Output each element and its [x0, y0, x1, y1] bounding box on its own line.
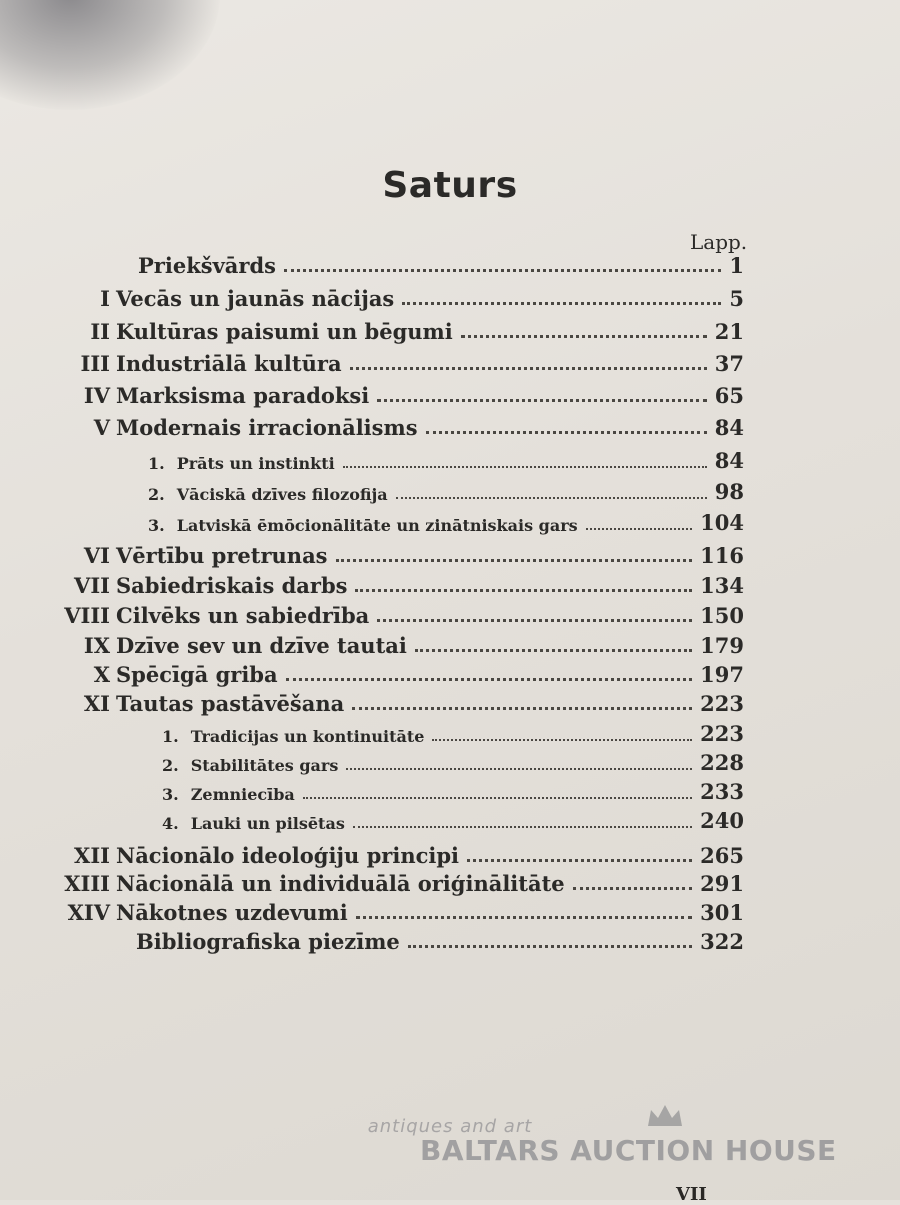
- toc-subentry-label: Tradicijas un kontinuitāte: [190, 727, 425, 746]
- leader-dots: [377, 399, 707, 402]
- toc-entry-number: II: [90, 319, 110, 344]
- toc-entry-label: Nākotnes uzdevumi: [116, 900, 348, 925]
- toc-subentry-number: 2.: [162, 756, 179, 775]
- toc-entry: [0, 281, 744, 311]
- toc-subentry: [162, 774, 744, 804]
- toc-entry: [138, 248, 744, 278]
- toc-entry-label: Nācionālo ideoloģiju principi: [116, 843, 460, 868]
- toc-entry: [0, 378, 744, 408]
- toc-subentry-page: 228: [700, 750, 744, 775]
- toc-entry-number: XI: [83, 691, 110, 716]
- toc-entry-label: Bibliografiska piezīme: [136, 929, 400, 954]
- toc-entry-label: Marksisma paradoksi: [116, 383, 370, 408]
- toc-entry: [136, 924, 744, 954]
- leader-dots: [355, 589, 692, 592]
- leader-dots: [377, 619, 692, 622]
- toc-entry: [0, 838, 744, 868]
- leader-dots: [573, 887, 693, 890]
- toc-entry-page: 150: [700, 603, 744, 628]
- leader-dots: [284, 269, 721, 272]
- toc-entry-label: Dzīve sev un dzīve tautai: [116, 633, 407, 658]
- toc-entry-number: VII: [74, 573, 110, 598]
- toc-entry: [0, 568, 744, 598]
- toc-entry-number: IV: [83, 383, 110, 408]
- leader-dots: [350, 367, 707, 370]
- toc-entry-page: 265: [700, 843, 744, 868]
- toc-entry-page: 291: [700, 871, 744, 896]
- toc-subentry: [162, 716, 744, 746]
- leader-dots: [396, 497, 707, 499]
- toc-entry: [0, 314, 744, 344]
- page-column-label: Lapp.: [690, 230, 748, 254]
- toc-entry-number: XIV: [67, 900, 110, 925]
- toc-entry: [0, 346, 744, 376]
- toc-entry: [0, 628, 744, 658]
- toc-entry-number: III: [80, 351, 110, 376]
- toc-subentry-page: 104: [700, 510, 744, 535]
- toc-subentry-page: 233: [700, 779, 744, 804]
- toc-entry: [0, 598, 744, 628]
- leader-dots: [461, 335, 707, 338]
- leader-dots: [356, 916, 692, 919]
- leader-dots: [352, 707, 692, 710]
- toc-subentry-label: Vāciskā dzīves filozofija: [176, 485, 388, 504]
- toc-entry-label: Industriālā kultūra: [116, 351, 342, 376]
- leader-dots: [586, 528, 693, 530]
- toc-entry-number: VIII: [64, 603, 110, 628]
- toc-entry-number: VI: [83, 543, 110, 568]
- toc-subentry: [148, 443, 744, 473]
- leader-dots: [426, 431, 707, 434]
- toc-subentry-page: 98: [714, 479, 744, 504]
- toc-entry-number: XIII: [64, 871, 110, 896]
- leader-dots: [353, 826, 692, 828]
- toc-entry-label: Priekšvārds: [138, 253, 276, 278]
- toc-entry: [0, 866, 744, 896]
- toc-entry-label: Nācionālā un individuālā oriģinālitāte: [116, 871, 565, 896]
- toc-subentry-page: 84: [714, 448, 744, 473]
- watermark-name: BALTARS AUCTION HOUSE: [420, 1134, 837, 1167]
- toc-entry-label: Vecās un jaunās nācijas: [116, 286, 395, 311]
- leader-dots: [415, 649, 692, 652]
- toc-entry: [0, 410, 744, 440]
- toc-subentry-number: 1.: [148, 454, 165, 473]
- toc-entry-number: X: [93, 662, 110, 687]
- toc-entry-page: 301: [700, 900, 744, 925]
- leader-dots: [467, 859, 692, 862]
- toc-entry-page: 37: [714, 351, 744, 376]
- toc-entry-number: V: [93, 415, 110, 440]
- toc-subentry-number: 4.: [162, 814, 179, 833]
- toc-entry-number: IX: [83, 633, 110, 658]
- leader-dots: [402, 302, 721, 305]
- toc-entry-page: 65: [714, 383, 744, 408]
- toc-entry-label: Vērtību pretrunas: [116, 543, 328, 568]
- toc-subentry: [148, 505, 744, 535]
- watermark-tagline: antiques and art: [367, 1116, 533, 1137]
- toc-entry-page: 134: [700, 573, 744, 598]
- toc-subentry: [148, 474, 744, 504]
- toc-entry-label: Modernais irracionālisms: [116, 415, 418, 440]
- toc-subentry-number: 2.: [148, 485, 165, 504]
- toc-subentry: [162, 803, 744, 833]
- toc-subentry-number: 3.: [162, 785, 179, 804]
- toc-entry-page: 116: [700, 543, 744, 568]
- leader-dots: [346, 768, 692, 770]
- toc-subentry-number: 3.: [148, 516, 165, 535]
- leader-dots: [432, 739, 692, 741]
- toc-entry-label: Sabiedriskais darbs: [116, 573, 348, 598]
- toc-entry-page: 322: [700, 929, 744, 954]
- leader-dots: [303, 797, 692, 799]
- toc-entry-page: 84: [714, 415, 744, 440]
- leader-dots: [343, 466, 707, 468]
- toc-entry-page: 179: [700, 633, 744, 658]
- toc-subentry-label: Latviskā ēmōcionālitāte un zinātniskais gars: [176, 516, 578, 535]
- toc-entry-page: 223: [700, 691, 744, 716]
- toc-entry: [0, 538, 744, 568]
- leader-dots: [286, 678, 693, 681]
- page-number: VII: [676, 1184, 707, 1205]
- toc-entry-page: 197: [700, 662, 744, 687]
- toc-subentry-label: Stabilitātes gars: [190, 756, 339, 775]
- leader-dots: [336, 559, 693, 562]
- toc-entry-page: 21: [714, 319, 744, 344]
- toc-subentry-page: 223: [700, 721, 744, 746]
- toc-entry: [0, 657, 744, 687]
- toc-entry-label: Cilvēks un sabiedrība: [116, 603, 370, 628]
- toc-subentry-page: 240: [700, 808, 744, 833]
- toc-entry-label: Tautas pastāvēšana: [116, 691, 345, 716]
- toc-subentry: [162, 745, 744, 775]
- toc-entry-page: 1: [729, 253, 744, 278]
- toc-subentry-label: Prāts un instinkti: [176, 454, 335, 473]
- toc-subentry-label: Lauki un pilsētas: [190, 814, 345, 833]
- toc-subentry-label: Zemniecība: [190, 785, 295, 804]
- toc-entry-number: I: [100, 286, 110, 311]
- toc-entry-label: Spēcīgā griba: [116, 662, 278, 687]
- toc-entry-label: Kultūras paisumi un bēgumi: [116, 319, 453, 344]
- toc-entry: [0, 686, 744, 716]
- toc-entry-number: XII: [74, 843, 110, 868]
- leader-dots: [408, 945, 692, 948]
- toc-entry: [0, 895, 744, 925]
- toc-subentry-number: 1.: [162, 727, 179, 746]
- page-title: Saturs: [382, 165, 518, 206]
- toc-entry-page: 5: [729, 286, 744, 311]
